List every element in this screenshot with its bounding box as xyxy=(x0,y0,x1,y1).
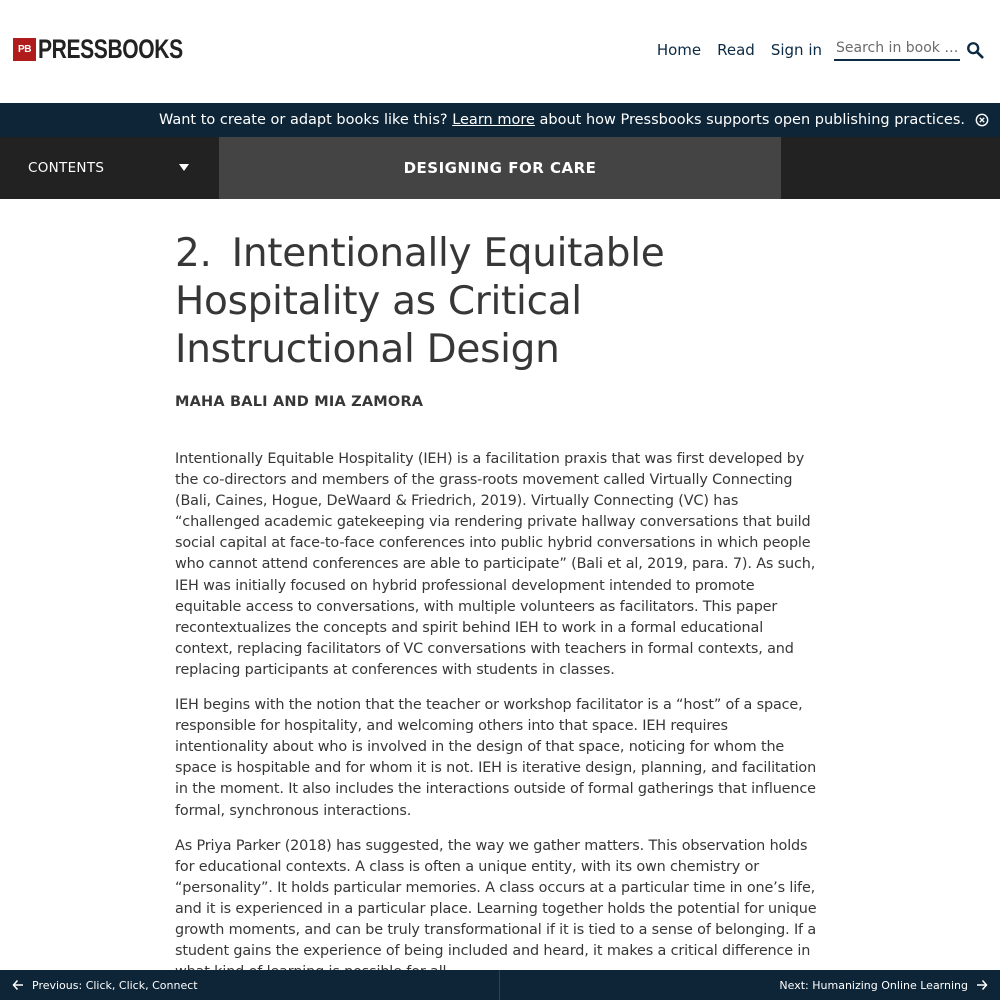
next-chapter-label: Next: Humanizing Online Learning xyxy=(779,978,968,992)
arrow-right-icon xyxy=(976,979,988,991)
nav-sign-in-link[interactable]: Sign in xyxy=(770,40,822,59)
body-paragraph: IEH begins with the notion that the teacher or workshop facilitator is a “host” of a space, responsible for hospitality, and welcoming others into that space. IEH requires intentionality about who is involved in the design of that space, noticing for whom the space is hospitable and for whom it is not. IEH is iterative design, planning, and facilitation in the moment. It also includes the interactions outside of formal gatherings that influence formal, synchronous interactions. xyxy=(175,697,817,819)
previous-chapter-label: Previous: Click, Click, Connect xyxy=(32,978,198,992)
chapter-title-text: Intentionally Equitable Hospitality as Critical Instructional Design xyxy=(175,231,665,372)
search-input[interactable]: Search in book … xyxy=(834,38,960,61)
chevron-down-icon xyxy=(179,164,189,171)
site-header xyxy=(0,0,1000,103)
next-chapter-link[interactable] xyxy=(500,970,1000,1000)
chapter-navigation xyxy=(0,970,1000,1000)
chapter-body xyxy=(175,449,825,983)
book-toolbar xyxy=(0,137,1000,199)
pressbooks-logo[interactable] xyxy=(13,34,224,64)
chapter-number: 2. xyxy=(175,231,212,276)
banner-text-after: about how Pressbooks supports open publishing practices. xyxy=(539,112,965,128)
arrow-left-icon xyxy=(12,979,24,991)
nav-read-link[interactable]: Read xyxy=(717,40,755,59)
chapter-content xyxy=(175,230,825,997)
nav-home-link[interactable]: Home xyxy=(656,40,702,59)
learn-more-link[interactable]: Learn more xyxy=(452,112,535,128)
logo-text: PRESSBOOKS xyxy=(38,34,183,64)
previous-chapter-link[interactable] xyxy=(0,970,500,1000)
top-nav xyxy=(657,38,984,61)
search-icon[interactable] xyxy=(966,41,984,59)
chapter-title xyxy=(175,230,825,374)
body-paragraph: As Priya Parker (2018) has suggested, the way we gather matters. This observation holds for educational contexts. A class is often a unique entity, with its own chemistry or “personality”. It holds particular memories. A class occurs at a particular time in one’s life, and it is experienced in a particular place. Learning together holds the potential for unique growth moments, and can be truly transformational if it is tied to a sense of belonging. If a student gains the experience of being included and heard, it makes a critical difference in xyxy=(175,837,817,960)
banner-text-before: Want to create or adapt books like this? xyxy=(158,112,448,128)
part-title: DESIGNING FOR CARE xyxy=(219,137,781,199)
open-publishing-banner xyxy=(0,103,1000,137)
close-icon[interactable] xyxy=(975,113,989,127)
logo-badge: PB xyxy=(13,38,36,61)
contents-toggle-button[interactable] xyxy=(0,137,219,199)
body-paragraph: Intentionally Equitable Hospitality (IEH) is a facilitation praxis that was first developed by the co-directors and members of the grass-roots movement called Virtually Connecting (Bali, Caines, Hogue, DeWaard & Friedrich, 2019). Virtually Connecting (VC) has “challenged academic gatekeeping via rendering private hallway conversations that build social capital at face-to-face conferences into public hybrid conversations in which people who cannot attend conferences are able to participate” (Bali et al, 2019, para. 7). As such, IEH was initially focused on hybrid professional development intended to promote equitable access to conversations, with multiple volunteers as facilitators. This paper recontextualizes the concepts and spirit behind IEH to work in a formal educational context, replacing facilitators of VC conversations with teachers in formal contexts, and replacing participants at conferences with students in classes. xyxy=(175,451,816,678)
chapter-authors: MAHA BALI AND MIA ZAMORA xyxy=(175,394,424,410)
contents-label: CONTENTS xyxy=(28,160,105,176)
